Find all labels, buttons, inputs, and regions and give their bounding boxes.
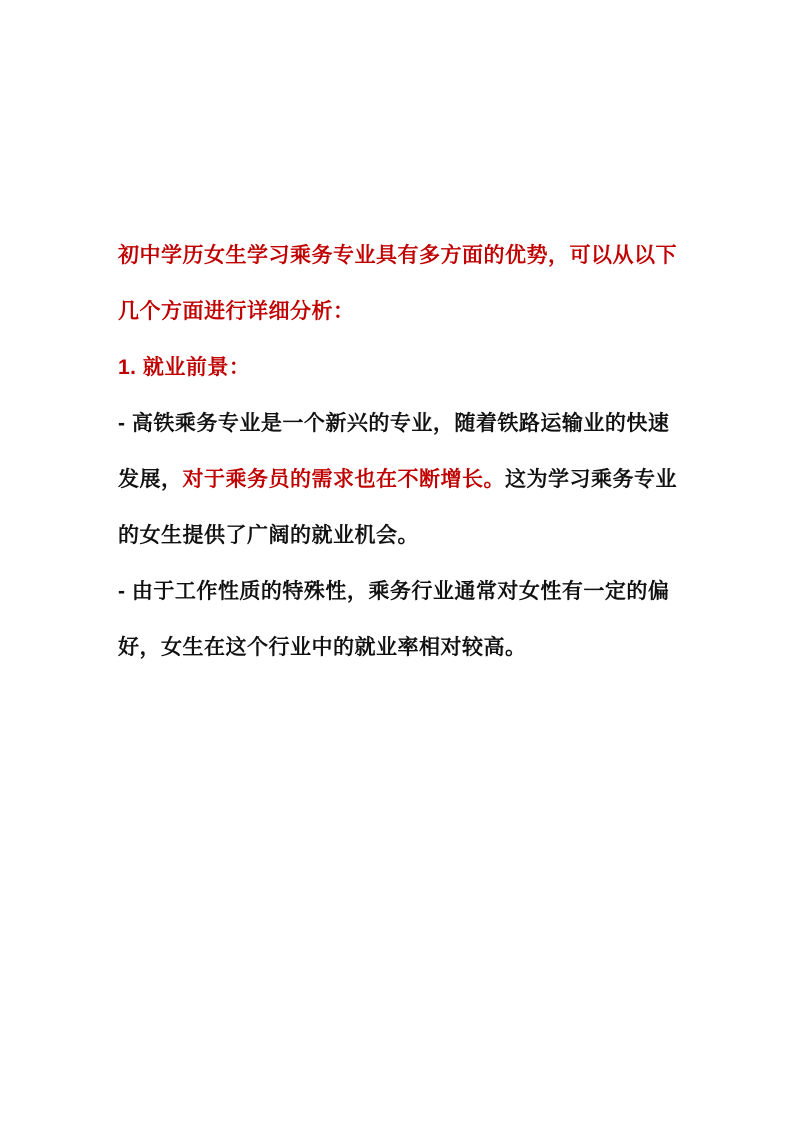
- section-heading-employment-prospects: [118, 340, 688, 396]
- bullet-demand-part-2: 这为学习乘务专业的女生提供了广阔的就业机会。: [118, 468, 677, 547]
- intro-text: 初中学历女生学习乘务专业具有多方面的优势，可以从以下几个方面进行详细分析：: [118, 244, 677, 323]
- section-heading-text: 1. 就业前景：: [118, 356, 251, 379]
- bullet-preference-text: - 由于工作性质的特殊性，乘务行业通常对女性有一定的偏好，女生在这个行业中的就业率相对较高。: [118, 580, 670, 659]
- bullet-item-female-preference: [118, 564, 688, 676]
- bullet-demand-highlight: 对于乘务员的需求也在不断增长。: [182, 468, 505, 491]
- document-text-body: [118, 228, 688, 676]
- bullet-demand-part-1: - 高铁乘务专业是一个新兴的专业，随着铁路运输业的快速发展，: [118, 412, 670, 491]
- bullet-item-demand: [118, 396, 688, 564]
- intro-paragraph: [118, 228, 688, 340]
